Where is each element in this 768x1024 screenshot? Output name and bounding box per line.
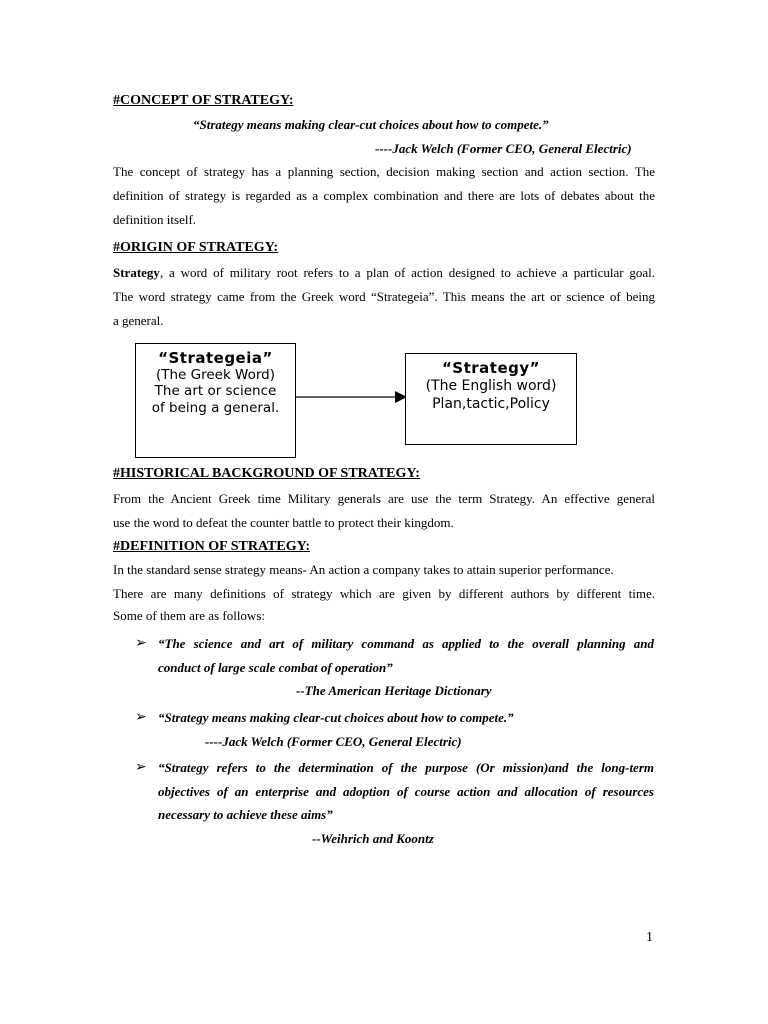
bullet-arrow-icon: ➢	[135, 759, 147, 775]
origin-line-2: The word strategy came from the Greek word “Strategeia”. This means the art or science of being	[113, 289, 655, 304]
box-strategy-line-1: (The English word)	[425, 377, 557, 394]
quote-3-line-2: objectives of an enterprise and adoption of course action and allocation of resources	[158, 784, 654, 799]
concept-line-3: definition itself.	[113, 212, 197, 227]
concept-line-1: The concept of strategy has a planning section, decision making section and action section. The	[113, 164, 655, 179]
historical-line-1: From the Ancient Greek time Military generals are use the term Strategy. An effective general	[113, 491, 655, 506]
quote-2-attribution: ----Jack Welch (Former CEO, General Electric)	[205, 734, 462, 749]
box-strategy-line-2: Plan,tactic,Policy	[432, 395, 550, 412]
quote-1-line-1: “The science and art of military command as applied to the overall planning and	[158, 636, 654, 651]
quote-3-line-1: “Strategy refers to the determination of the purpose (Or mission)and the long-term	[158, 760, 654, 775]
concept-attribution: ----Jack Welch (Former CEO, General Electric)	[375, 141, 632, 156]
box-strategeia-line-3: of being a general.	[151, 399, 280, 416]
diagram-box-strategeia	[135, 343, 296, 458]
heading-historical: #HISTORICAL BACKGROUND OF STRATEGY:	[113, 466, 420, 481]
heading-definition: #DEFINITION OF STRATEGY:	[113, 539, 311, 554]
box-strategeia-title: “Strategeia”	[158, 349, 273, 367]
diagram-arrow	[296, 388, 408, 408]
bullet-arrow-icon: ➢	[135, 635, 147, 651]
quote-1-line-2: conduct of large scale combat of operation”	[158, 660, 393, 675]
origin-line-3: a general.	[113, 313, 164, 328]
origin-bold-word: Strategy	[113, 265, 160, 280]
definition-line-3: Some of them are as follows:	[113, 608, 265, 623]
quote-3-attribution: --Weihrich and Koontz	[312, 831, 434, 846]
heading-origin: #ORIGIN OF STRATEGY:	[113, 240, 279, 255]
definition-line-2: There are many definitions of strategy which are given by different authors by different time.	[113, 586, 655, 601]
historical-line-2: use the word to defeat the counter battle to protect their kingdom.	[113, 515, 454, 530]
concept-quote: “Strategy means making clear-cut choices about how to compete.”	[193, 117, 549, 132]
box-strategy-title: “Strategy”	[441, 359, 541, 377]
quote-2-line-1: “Strategy means making clear-cut choices about how to compete.”	[158, 710, 514, 725]
origin-line-1-rest: , a word of military root refers to a plan of action designed to achieve a particular goal.	[159, 265, 655, 280]
diagram-box-strategy	[405, 353, 577, 445]
heading-concept: #CONCEPT OF STRATEGY:	[113, 93, 294, 108]
box-strategeia-line-2: The art or science	[154, 383, 277, 399]
bullet-arrow-icon: ➢	[135, 709, 147, 725]
box-strategeia-line-1: (The Greek Word)	[155, 366, 276, 383]
quote-3-line-3: necessary to achieve these aims”	[158, 807, 333, 822]
definition-line-1: In the standard sense strategy means- An action a company takes to attain superior performance.	[113, 562, 614, 577]
quote-1-attribution: --The American Heritage Dictionary	[296, 683, 492, 698]
origin-line-1	[113, 261, 655, 285]
page-number: 1	[646, 930, 653, 945]
concept-line-2: definition of strategy is regarded as a complex combination and there are lots of debates about the	[113, 188, 655, 203]
